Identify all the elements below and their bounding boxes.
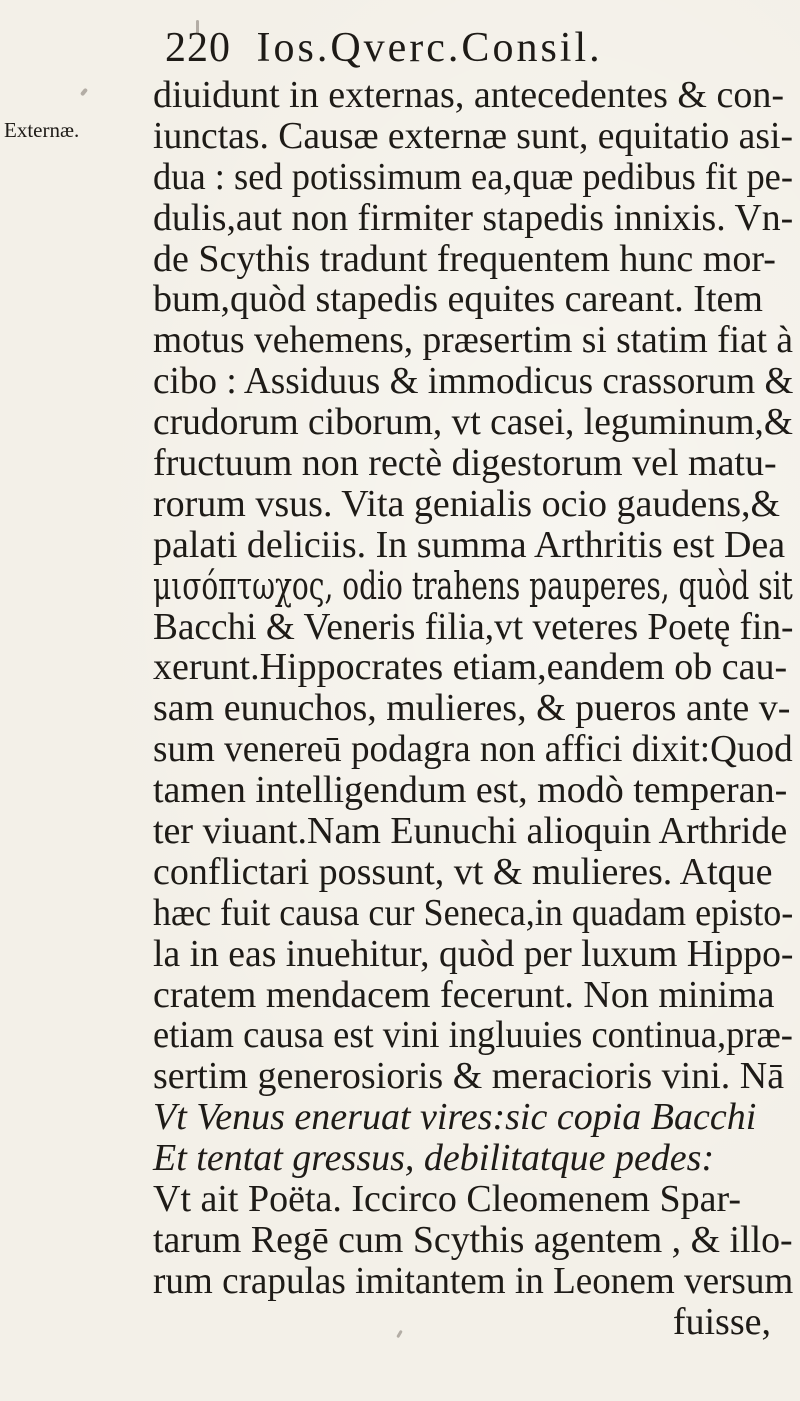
text-line: μισόπτωχος, odio trahens pauperes, quòd sit — [153, 563, 793, 608]
text-line: sam eunuchos, mulieres, & pueros ante v- — [153, 687, 791, 730]
text-line: de Scythis tradunt frequentem hunc mor- — [153, 237, 776, 280]
text-line: cibo : Assiduus & immodicus crassorum & — [153, 360, 794, 403]
ink-spot — [80, 88, 88, 97]
text-line: dulis,aut non firmiter stapedis innixis. Vn- — [153, 196, 794, 239]
text-line: bum,quòd stapedis equites careant. Item — [153, 278, 763, 321]
text-line: sum venereū podagra non affici dixit:Quod — [153, 728, 793, 771]
text-line: rorum vsus. Vita genialis ocio gaudens,& — [153, 482, 781, 525]
verse-line: Vt Venus eneruat vires:sic copia Bacchi — [153, 1096, 757, 1139]
text-line: xerunt.Hippocrates etiam,eandem ob cau- — [153, 646, 788, 689]
text-line: palati deliciis. In summa Arthritis est Dea — [153, 523, 786, 566]
text-line: fructuum non rectè digestorum vel matu- — [153, 442, 777, 485]
text-line: etiam causa est vini ingluuies continua,præ- — [153, 1014, 793, 1057]
text-line: tamen intelligendum est, modò temperan- — [153, 769, 788, 812]
page-header — [165, 18, 603, 78]
text-line: dua : sed potissimum ea,quæ pedibus fit pe- — [153, 155, 794, 198]
text-line: Bacchi & Veneris filia,vt veteres Poetę fin- — [153, 605, 794, 648]
running-title: Ios.Qverc.Consil. — [256, 25, 603, 71]
ink-spot — [196, 20, 199, 34]
catchword: fuisse, — [672, 1300, 771, 1343]
text-line: diuidunt in externas, antecedentes & con- — [153, 74, 785, 116]
text-line: crudorum ciborum, vt casei, leguminum,& — [153, 401, 794, 444]
text-line: cratem mendacem fecerunt. Non minima — [153, 973, 775, 1016]
text-line: conflictari possunt, vt & mulieres. Atque — [153, 850, 773, 893]
text-line: Vt ait Poëta. Iccirco Cleomenem Spar- — [153, 1178, 742, 1221]
body-text — [153, 75, 793, 1343]
text-line: ter viuant.Nam Eunuchi alioquin Arthride — [153, 810, 788, 853]
text-line: tarum Regē cum Scythis agentem , & illo- — [153, 1218, 793, 1261]
verse-line: Et tentat gressus, debilitatque pedes: — [153, 1137, 715, 1180]
text-line: sertim generosioris & meracioris vini. Nā — [153, 1055, 785, 1098]
margin-note: Externæ. — [4, 118, 80, 142]
text-line: la in eas inuehitur, quòd per luxum Hippo- — [153, 932, 794, 975]
page-number: 220 — [165, 25, 231, 71]
text-line: motus vehemens, præsertim si statim fiat à — [153, 319, 794, 362]
text-line: hæc fuit causa cur Seneca,in quadam episto- — [153, 891, 794, 934]
text-line: iunctas. Causæ externæ sunt, equitatio asi- — [153, 114, 793, 157]
text-line: rum crapulas imitantem in Leonem versum — [153, 1259, 794, 1302]
